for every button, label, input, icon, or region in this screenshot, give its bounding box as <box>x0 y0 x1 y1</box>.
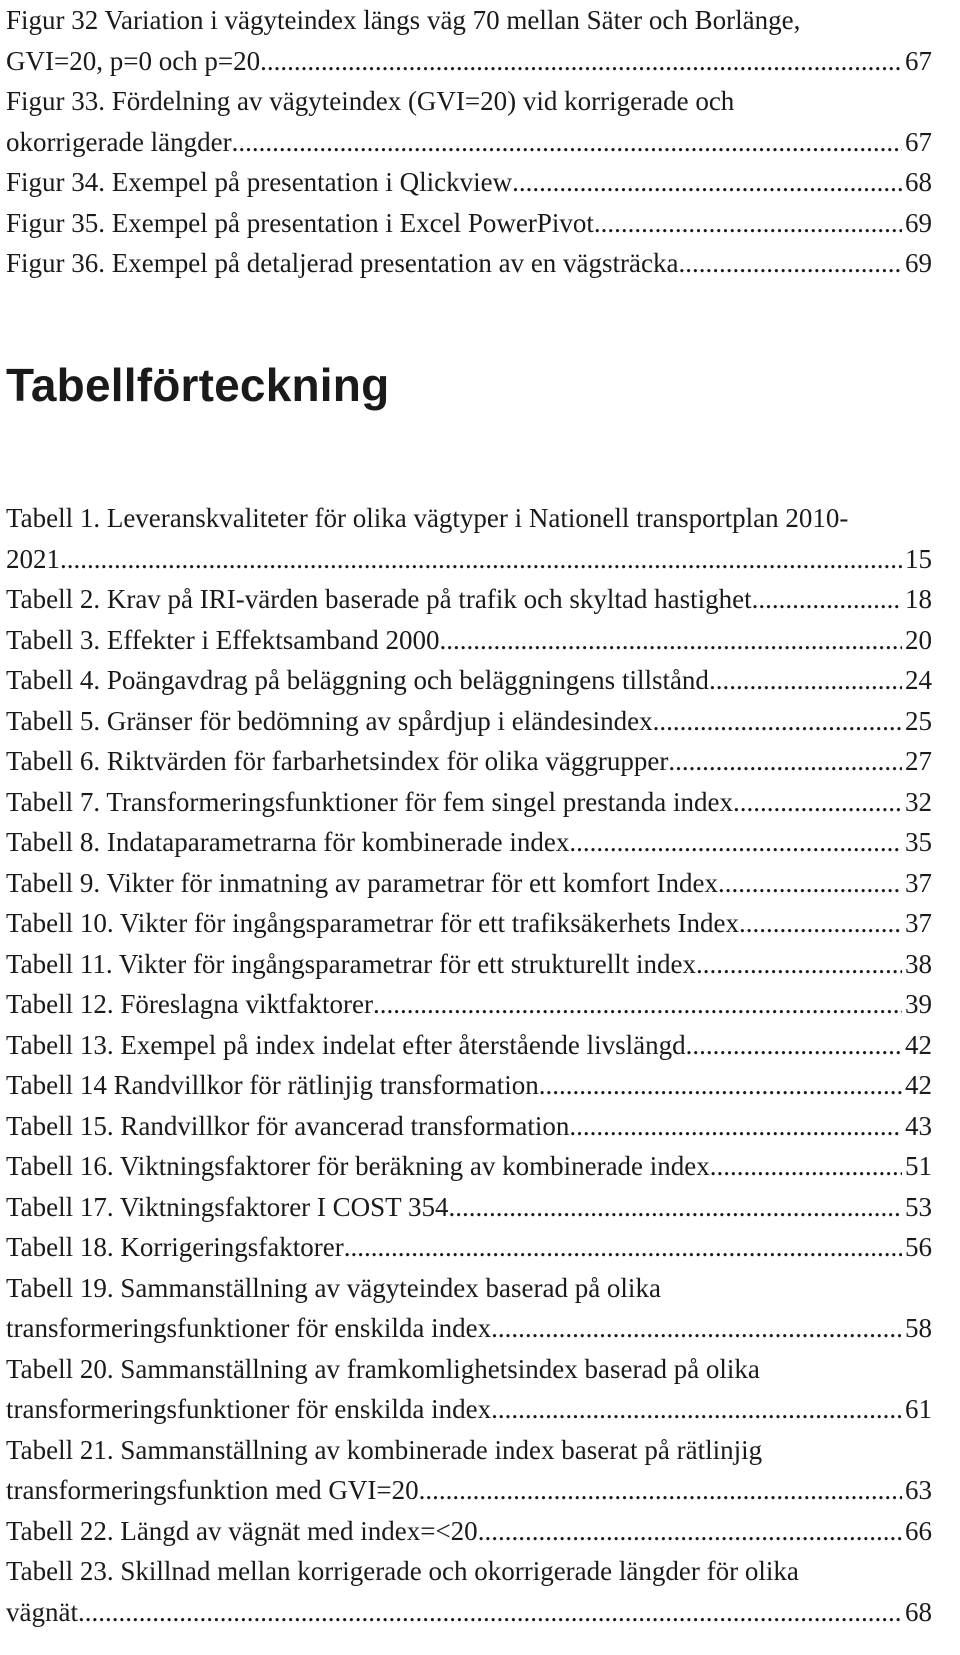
page-number: 42 <box>905 1029 932 1060</box>
entry-line <box>6 1551 932 1592</box>
page-number: 37 <box>905 867 932 898</box>
entry-last-line <box>6 1146 932 1187</box>
figure-entry[interactable] <box>6 81 932 162</box>
entry-last-line <box>6 863 932 904</box>
heading-section <box>6 358 389 412</box>
table-entry[interactable] <box>6 1025 932 1066</box>
entry-last-line <box>6 903 932 944</box>
page-heading: Tabellförteckning <box>6 359 390 411</box>
entry-last-line <box>6 984 932 1025</box>
table-entry[interactable] <box>6 579 932 620</box>
entry-line <box>6 0 932 41</box>
page-number: 68 <box>905 1596 932 1627</box>
page-number: 42 <box>905 1070 932 1100</box>
page-number: 38 <box>905 948 932 979</box>
entry-title: Tabell 10. Vikter för ingångsparametrar för ett trafiksäkerhets Index <box>6 908 739 938</box>
entry-title: Tabell 4. Poängavdrag på beläggning och beläggningens tillstånd <box>6 665 709 695</box>
page-number: 67 <box>905 45 932 76</box>
table-entry[interactable] <box>6 1349 932 1430</box>
entry-title: Tabell 13. Exempel på index indelat efter återstående livslängd. <box>6 1029 693 1060</box>
figure-entries <box>6 0 932 284</box>
entry-title: Tabell 7. Transformeringsfunktioner för fem singel prestanda index <box>6 786 733 817</box>
entry-last-line <box>6 1065 932 1106</box>
dot-leader <box>498 1389 902 1430</box>
entry-last-line <box>6 1511 932 1552</box>
table-entry[interactable] <box>6 660 932 701</box>
entry-last-line <box>6 1308 932 1349</box>
figure-entry[interactable] <box>6 162 932 203</box>
dot-leader <box>439 620 902 661</box>
entry-title: Tabell 5. Gränser för bedömning av spårdjup i eländesindex <box>6 705 653 736</box>
entry-title: GVI=20, p=0 och p=20. <box>6 45 267 76</box>
dot-leader <box>419 1470 902 1511</box>
page-number: 67 <box>905 126 932 157</box>
page-number: 51 <box>905 1151 932 1181</box>
entry-last-line <box>6 660 932 701</box>
dot-leader <box>739 903 902 944</box>
dot-leader <box>718 863 902 904</box>
dot-leader <box>569 822 902 863</box>
dot-leader <box>60 539 902 580</box>
table-entry[interactable] <box>6 782 932 823</box>
dot-leader <box>478 1511 902 1552</box>
entry-title: okorrigerade längder <box>6 126 232 157</box>
entry-title: Tabell 11. Vikter för ingångsparametrar för ett strukturellt index <box>6 948 697 979</box>
dot-leader <box>668 741 902 782</box>
entry-last-line <box>6 162 932 203</box>
table-entry[interactable] <box>6 1511 932 1552</box>
table-entry[interactable] <box>6 1551 932 1632</box>
entry-last-line <box>6 822 932 863</box>
entry-title: vägnät <box>6 1596 78 1627</box>
table-entry[interactable] <box>6 944 932 985</box>
entry-last-line <box>6 579 932 620</box>
entry-last-line <box>6 203 932 244</box>
page-number: 18 <box>905 584 932 614</box>
entry-last-line <box>6 41 932 82</box>
entry-title: Tabell 3. Effekter i Effektsamband 2000 <box>6 624 440 655</box>
entry-title: transformeringsfunktion med GVI=20 <box>6 1475 419 1505</box>
dot-leader <box>696 944 902 985</box>
page-number: 58 <box>905 1313 932 1343</box>
dot-leader <box>752 579 902 620</box>
entry-title: Tabell 8. Indataparametrarna för kombinerade index <box>6 827 570 857</box>
entry-line <box>6 81 932 122</box>
entry-title: Figur 35. Exempel på presentation i Excel PowerPivot. <box>6 207 601 238</box>
entry-title: 2021 <box>6 543 60 574</box>
dot-leader <box>601 203 902 244</box>
page-number: 69 <box>905 248 932 278</box>
entry-last-line <box>6 243 932 284</box>
page-number: 32 <box>905 786 932 817</box>
page-number: 25 <box>905 705 932 736</box>
dot-leader <box>709 660 902 701</box>
entry-title: Tabell 15. Randvillkor för avancerad transformation <box>6 1110 570 1141</box>
dot-leader <box>491 1308 902 1349</box>
dot-leader <box>78 1592 902 1633</box>
page-number: 20 <box>905 624 932 655</box>
table-entry[interactable] <box>6 984 932 1025</box>
page-number: 69 <box>905 207 932 238</box>
table-entry[interactable] <box>6 1227 932 1268</box>
table-entry[interactable] <box>6 741 932 782</box>
dot-leader <box>448 1187 902 1228</box>
page-number: 63 <box>905 1475 932 1505</box>
entry-line <box>6 1349 932 1390</box>
entry-last-line <box>6 741 932 782</box>
entry-title: transformeringsfunktioner för enskilda index. <box>6 1394 498 1424</box>
page-number: 43 <box>905 1110 932 1141</box>
entry-last-line <box>6 1025 932 1066</box>
entry-title: Figur 32 Variation i vägyteindex längs väg 70 mellan Säter och Borlänge, <box>6 5 801 35</box>
table-entry[interactable] <box>6 863 932 904</box>
table-entries <box>6 498 932 1632</box>
dot-leader <box>232 122 902 163</box>
entry-last-line <box>6 701 932 742</box>
entry-title: Figur 33. Fördelning av vägyteindex (GVI=20) vid korrigerade och <box>6 86 735 116</box>
dot-leader <box>733 782 902 823</box>
table-entry[interactable] <box>6 903 932 944</box>
entry-last-line <box>6 122 932 163</box>
entry-title: Tabell 12. Föreslagna viktfaktorer <box>6 989 373 1019</box>
entry-last-line <box>6 539 932 580</box>
figure-list <box>6 0 932 284</box>
page-number: 56 <box>905 1232 932 1262</box>
entry-title: Tabell 19. Sammanställning av vägyteindex baserad på olika <box>6 1272 661 1303</box>
table-entry[interactable] <box>6 1430 932 1511</box>
dot-leader <box>710 1146 902 1187</box>
entry-title: Figur 36. Exempel på detaljerad presentation av en vägsträcka <box>6 248 679 278</box>
page-number: 61 <box>905 1394 932 1424</box>
dot-leader <box>512 162 902 203</box>
entry-last-line <box>6 944 932 985</box>
page-number: 37 <box>905 908 932 938</box>
dot-leader <box>692 1025 902 1066</box>
entry-title: Tabell 1. Leveranskvaliteter för olika vägtyper i Nationell transportplan 2010- <box>6 503 849 533</box>
entry-line <box>6 1268 932 1309</box>
entry-last-line <box>6 1106 932 1147</box>
entry-title: Tabell 2. Krav på IRI-värden baserade på trafik och skyltad hastighet <box>6 584 752 614</box>
table-entry[interactable] <box>6 1065 932 1106</box>
entry-line <box>6 1430 932 1471</box>
entry-title: Tabell 18. Korrigeringsfaktorer <box>6 1232 344 1262</box>
dot-leader <box>679 243 903 284</box>
dot-leader <box>344 1227 902 1268</box>
page-number: 24 <box>905 665 932 695</box>
page-number: 27 <box>905 746 932 776</box>
entry-last-line <box>6 1389 932 1430</box>
entry-title: Tabell 9. Vikter för inmatning av parametrar för ett komfort Index <box>6 867 718 898</box>
page-number: 35 <box>905 827 932 857</box>
entry-title: transformeringsfunktioner för enskilda index <box>6 1313 492 1343</box>
entry-title: Tabell 16. Viktningsfaktorer för beräkning av kombinerade index <box>6 1151 710 1181</box>
dot-leader <box>267 41 902 82</box>
dot-leader <box>653 701 902 742</box>
table-entry[interactable] <box>6 822 932 863</box>
table-list <box>6 498 932 1632</box>
table-entry[interactable] <box>6 1268 932 1349</box>
figure-entry[interactable] <box>6 203 932 244</box>
page-number: 68 <box>905 167 932 197</box>
page-number: 66 <box>905 1515 932 1546</box>
table-entry[interactable] <box>6 498 932 579</box>
page-number: 53 <box>905 1191 932 1222</box>
entry-title: Tabell 20. Sammanställning av framkomlighetsindex baserad på olika <box>6 1353 760 1384</box>
figure-entry[interactable] <box>6 243 932 284</box>
entry-title: Tabell 21. Sammanställning av kombinerade index baserat på rätlinjig <box>6 1434 763 1465</box>
table-entry[interactable] <box>6 1146 932 1187</box>
entry-last-line <box>6 620 932 661</box>
entry-title: Tabell 17. Viktningsfaktorer I COST 354 <box>6 1191 449 1222</box>
entry-last-line <box>6 1592 932 1633</box>
entry-title: Tabell 6. Riktvärden för farbarhetsindex för olika väggrupper <box>6 746 669 776</box>
table-entry[interactable] <box>6 620 932 661</box>
entry-title: Tabell 23. Skillnad mellan korrigerade och okorrigerade längder för olika <box>6 1556 799 1586</box>
table-entry[interactable] <box>6 1106 932 1147</box>
dot-leader <box>569 1106 902 1147</box>
entry-title: Tabell 22. Längd av vägnät med index=<20 <box>6 1515 478 1546</box>
entry-title: Tabell 14 Randvillkor för rätlinjig transformation <box>6 1070 539 1100</box>
dot-leader <box>539 1065 902 1106</box>
entry-last-line <box>6 782 932 823</box>
entry-last-line <box>6 1187 932 1228</box>
table-entry[interactable] <box>6 701 932 742</box>
table-entry[interactable] <box>6 1187 932 1228</box>
figure-entry[interactable] <box>6 0 932 81</box>
entry-last-line <box>6 1470 932 1511</box>
entry-title: Figur 34. Exempel på presentation i Qlickview <box>6 167 513 197</box>
entry-line <box>6 498 932 539</box>
page-number: 39 <box>905 989 932 1019</box>
page-number: 15 <box>905 543 932 574</box>
dot-leader <box>373 984 902 1025</box>
entry-last-line <box>6 1227 932 1268</box>
